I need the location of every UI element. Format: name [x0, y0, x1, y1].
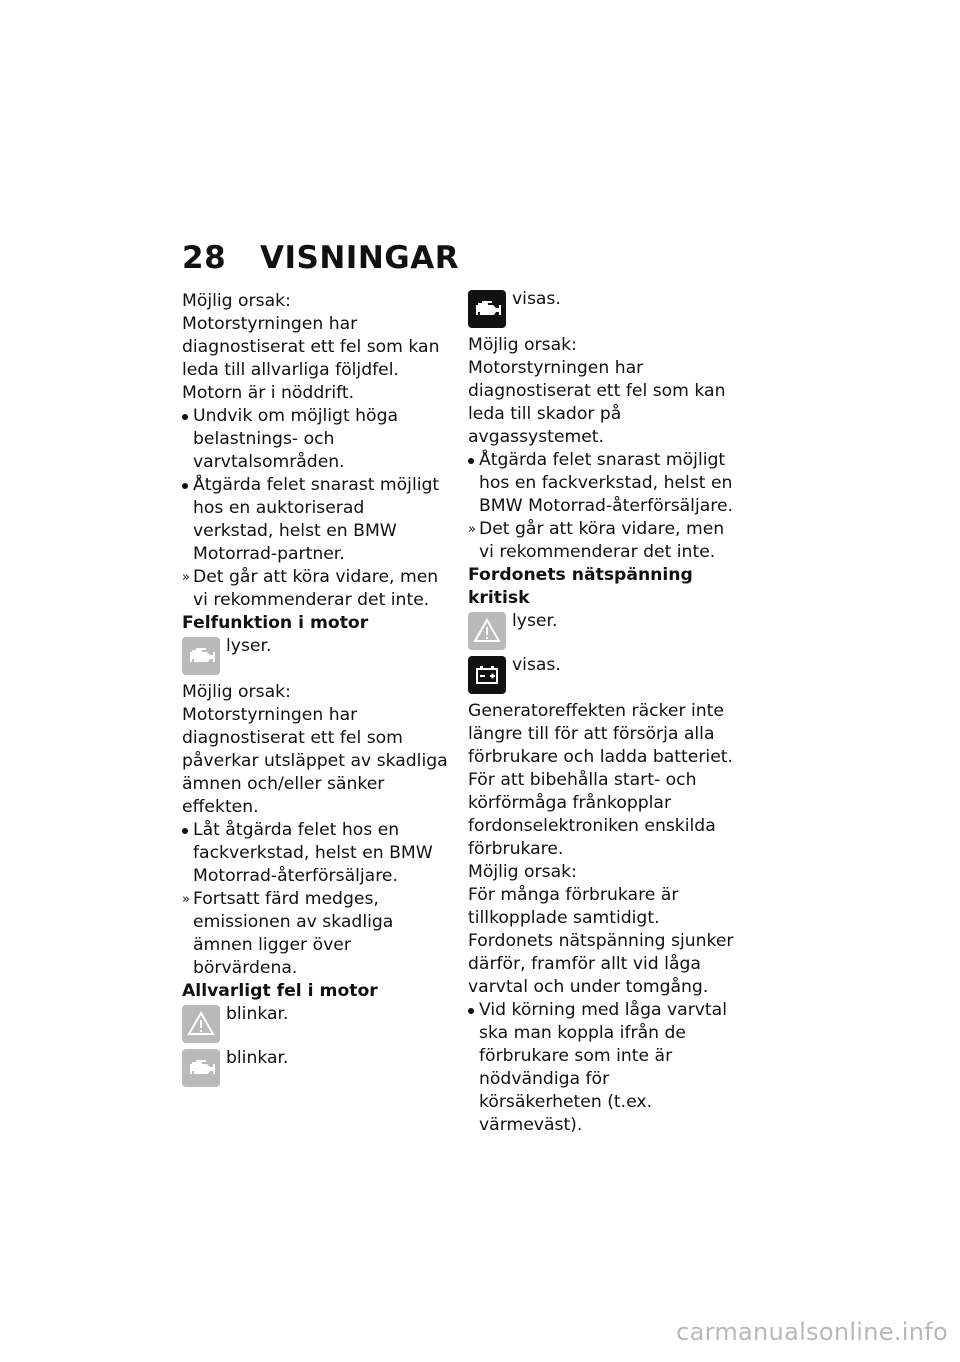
bullet-dot-icon [468, 1008, 474, 1014]
bullet-dot-icon [468, 458, 474, 464]
step-item [182, 566, 450, 612]
step-text: Det går att köra vidare, men vi rekommenderar det inte. [479, 519, 725, 562]
cause-label: Möjlig orsak: [182, 291, 291, 311]
symbol-text: blinkar. [226, 1048, 289, 1068]
step-text: Det går att köra vidare, men vi rekommenderar det inte. [193, 567, 439, 610]
engine-warning-icon [468, 290, 506, 328]
page-number: 28 [182, 240, 227, 276]
engine-warning-icon [182, 1049, 220, 1087]
footer-watermark: carmanualsonline.info [676, 1318, 948, 1346]
bullet-item [468, 449, 736, 518]
left-column [182, 290, 450, 1093]
cause-text: Motorstyrningen har diagnostiserat ett fel som kan leda till skador på avgassystemet. [468, 358, 726, 447]
symbol-row [182, 637, 450, 675]
step-text: Fortsatt färd medges, emissionen av skadliga ämnen ligger över börvärdena. [193, 889, 394, 978]
bullet-dot-icon [182, 483, 188, 489]
engine-warning-icon [182, 637, 220, 675]
cause-label: Möjlig orsak: [468, 335, 577, 355]
step-marker-icon: » [468, 522, 476, 537]
bullet-text: Åtgärda felet snarast möjligt hos en fackverkstad, helst en BMW Motorrad-återförsäljare. [479, 450, 733, 516]
bullet-item [182, 405, 450, 474]
symbol-row [182, 1005, 450, 1043]
cause-label: Möjlig orsak: [182, 682, 291, 702]
bullet-dot-icon [182, 828, 188, 834]
step-item [182, 888, 450, 980]
battery-charge-icon [468, 656, 506, 694]
cause-label: Möjlig orsak: [468, 862, 577, 882]
bullet-dot-icon [182, 414, 188, 420]
bullet-text: Låt åtgärda felet hos en fackverkstad, helst en BMW Motorrad-återförsäljare. [193, 820, 433, 886]
symbol-text: visas. [512, 655, 561, 675]
section-heading: Allvarligt fel i motor [182, 981, 378, 1001]
symbol-row [468, 656, 736, 694]
symbol-text: visas. [512, 289, 561, 309]
bullet-item [182, 819, 450, 888]
symbol-text: lyser. [512, 611, 558, 631]
body-paragraph: Generatoreffekten räcker inte längre till för att försörja alla förbrukare och ladda batteriet. För att bibehålla start- och körförmåga frånkopplar fordonselektroniken enskilda förbrukare. [468, 701, 733, 859]
symbol-row [468, 612, 736, 650]
symbol-row [182, 1049, 450, 1087]
step-marker-icon: » [182, 570, 190, 585]
page-header [182, 240, 459, 280]
right-column [468, 290, 736, 1137]
symbol-text: lyser. [226, 636, 272, 656]
page-title: VISNINGAR [260, 240, 460, 276]
bullet-text: Undvik om möjligt höga belastnings- och varvtalsområden. [193, 406, 399, 472]
symbol-text: blinkar. [226, 1004, 289, 1024]
step-item [468, 518, 736, 564]
step-marker-icon: » [182, 892, 190, 907]
section-heading: Fordonets nätspänning kritisk [468, 565, 693, 608]
general-warning-triangle-icon [182, 1005, 220, 1043]
general-warning-triangle-icon [468, 612, 506, 650]
cause-text: För många förbrukare är tillkopplade samtidigt. Fordonets nätspänning sjunker därför, framför allt vid låga varvtal och under tomgång. [468, 885, 734, 997]
symbol-row [468, 290, 736, 328]
cause-text: Motorstyrningen har diagnostiserat ett fel som påverkar utsläppet av skadliga ämnen och/eller sänker effekten. [182, 705, 448, 817]
bullet-text: Åtgärda felet snarast möjligt hos en auktoriserad verkstad, helst en BMW Motorrad-partner. [193, 475, 440, 564]
bullet-item [468, 999, 736, 1137]
bullet-item [182, 474, 450, 566]
section-heading: Felfunktion i motor [182, 613, 369, 633]
cause-text: Motorstyrningen har diagnostiserat ett fel som kan leda till allvarliga följdfel. Motorn är i nöddrift. [182, 314, 440, 403]
bullet-text: Vid körning med låga varvtal ska man koppla ifrån de förbrukare som inte är nödvändiga för körsäkerheten (t.ex. värmeväst). [479, 1000, 727, 1135]
